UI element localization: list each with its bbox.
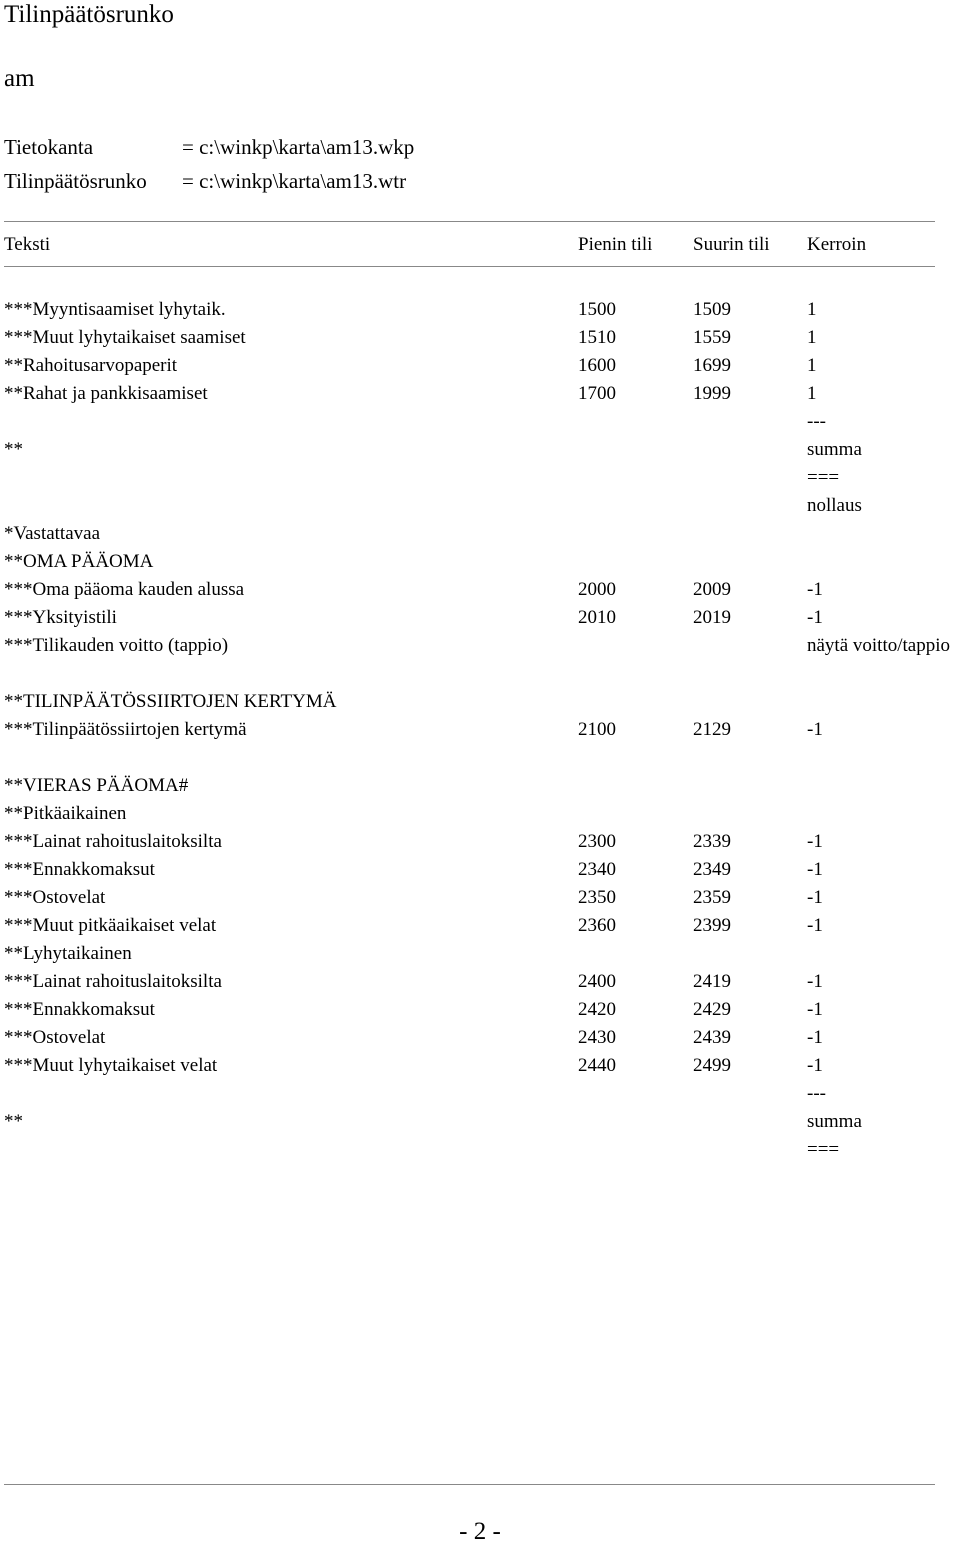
document-subtitle: am xyxy=(4,65,35,92)
row-text: ***Yksityistili xyxy=(4,607,117,628)
footer-rule xyxy=(4,1484,935,1485)
row-min-account: 2300 xyxy=(578,831,616,852)
table-row xyxy=(0,1108,960,1136)
table-row xyxy=(0,324,960,352)
row-text: **Rahat ja pankkisaamiset xyxy=(4,383,208,404)
row-min-account: 1600 xyxy=(578,355,616,376)
row-text: ***Muut pitkäaikaiset velat xyxy=(4,915,217,936)
row-coefficient: -1 xyxy=(807,719,823,740)
table-row xyxy=(0,1136,960,1164)
row-min-account: 1700 xyxy=(578,383,616,404)
row-max-account: 2439 xyxy=(693,1027,731,1048)
table-row xyxy=(0,1052,960,1080)
row-text: ***Ennakkomaksut xyxy=(4,859,155,880)
row-text: ** xyxy=(4,439,23,460)
row-min-account: 2360 xyxy=(578,915,616,936)
row-min-account: 1510 xyxy=(578,327,616,348)
row-text: ***Ostovelat xyxy=(4,887,106,908)
row-text: ***Ostovelat xyxy=(4,1027,106,1048)
column-header-min: Pienin tili xyxy=(578,234,653,255)
row-coefficient: 1 xyxy=(807,355,817,376)
row-min-account: 2440 xyxy=(578,1055,616,1076)
row-max-account: 2399 xyxy=(693,915,731,936)
row-min-account: 1500 xyxy=(578,299,616,320)
table-row xyxy=(0,1024,960,1052)
row-coefficient: näytä voitto/tappio xyxy=(807,635,951,656)
row-text: *Vastattavaa xyxy=(4,523,101,544)
row-text: ***Ennakkomaksut xyxy=(4,999,155,1020)
page-number: - 2 - xyxy=(459,1518,501,1545)
table-row xyxy=(0,520,960,548)
row-max-account: 1559 xyxy=(693,327,731,348)
row-coefficient: -1 xyxy=(807,1055,823,1076)
table-row xyxy=(0,464,960,492)
row-text: **OMA PÄÄOMA xyxy=(4,551,154,572)
row-text: ***Muut lyhytaikaiset velat xyxy=(4,1055,218,1076)
document-title: Tilinpäätösrunko xyxy=(4,1,174,28)
table-row xyxy=(0,996,960,1024)
row-coefficient: === xyxy=(807,467,840,488)
row-max-account: 2129 xyxy=(693,719,731,740)
table-row xyxy=(0,296,960,324)
row-max-account: 2019 xyxy=(693,607,731,628)
row-text: ***Tilinpäätössiirtojen kertymä xyxy=(4,719,247,740)
row-max-account: 1999 xyxy=(693,383,731,404)
row-coefficient: 1 xyxy=(807,299,817,320)
row-text: ***Oma pääoma kauden alussa xyxy=(4,579,245,600)
row-coefficient: -1 xyxy=(807,607,823,628)
row-text: ***Lainat rahoituslaitoksilta xyxy=(4,831,222,852)
row-max-account: 2499 xyxy=(693,1055,731,1076)
table-row xyxy=(0,772,960,800)
meta-key: Tilinpäätösrunko xyxy=(4,169,147,193)
row-min-account: 2000 xyxy=(578,579,616,600)
row-text: ***Tilikauden voitto (tappio) xyxy=(4,635,229,656)
row-coefficient: nollaus xyxy=(807,495,862,516)
row-coefficient: -1 xyxy=(807,1027,823,1048)
row-coefficient: -1 xyxy=(807,971,823,992)
table-row xyxy=(0,576,960,604)
table-row xyxy=(0,492,960,520)
row-coefficient: --- xyxy=(807,411,826,432)
row-coefficient: -1 xyxy=(807,999,823,1020)
table-row xyxy=(0,828,960,856)
table-row xyxy=(0,912,960,940)
table-row xyxy=(0,800,960,828)
row-coefficient: -1 xyxy=(807,831,823,852)
row-min-account: 2420 xyxy=(578,999,616,1020)
meta-key: Tietokanta xyxy=(4,135,94,159)
meta-value: = c:\winkp\karta\am13.wkp xyxy=(182,135,415,159)
row-min-account: 2100 xyxy=(578,719,616,740)
row-text: **TILINPÄÄTÖSSIIRTOJEN KERTYMÄ xyxy=(4,691,337,712)
row-coefficient: --- xyxy=(807,1083,826,1104)
row-text: ***Lainat rahoituslaitoksilta xyxy=(4,971,222,992)
row-max-account: 2429 xyxy=(693,999,731,1020)
row-text: **VIERAS PÄÄOMA# xyxy=(4,775,189,796)
table-row xyxy=(0,856,960,884)
column-header-coefficient: Kerroin xyxy=(807,234,867,255)
table-row xyxy=(0,716,960,744)
row-max-account: 2359 xyxy=(693,887,731,908)
table-row xyxy=(0,604,960,632)
table-row xyxy=(0,940,960,968)
row-coefficient: -1 xyxy=(807,579,823,600)
row-max-account: 2339 xyxy=(693,831,731,852)
row-max-account: 1699 xyxy=(693,355,731,376)
table-row xyxy=(0,380,960,408)
column-header-text: Teksti xyxy=(4,234,51,255)
table-row xyxy=(0,968,960,996)
table-row xyxy=(0,436,960,464)
table-row xyxy=(0,688,960,716)
row-min-account: 2400 xyxy=(578,971,616,992)
row-min-account: 2430 xyxy=(578,1027,616,1048)
row-text: **Pitkäaikainen xyxy=(4,803,127,824)
row-coefficient: 1 xyxy=(807,383,817,404)
row-max-account: 2349 xyxy=(693,859,731,880)
row-coefficient: -1 xyxy=(807,887,823,908)
row-text: **Lyhytaikainen xyxy=(4,943,132,964)
row-coefficient: -1 xyxy=(807,859,823,880)
column-header-max: Suurin tili xyxy=(693,234,770,255)
row-text: **Rahoitusarvopaperit xyxy=(4,355,178,376)
row-min-account: 2350 xyxy=(578,887,616,908)
row-coefficient: === xyxy=(807,1139,840,1160)
table-row xyxy=(0,660,960,688)
row-min-account: 2010 xyxy=(578,607,616,628)
row-max-account: 2419 xyxy=(693,971,731,992)
row-max-account: 2009 xyxy=(693,579,731,600)
row-coefficient: 1 xyxy=(807,327,817,348)
row-text: ***Muut lyhytaikaiset saamiset xyxy=(4,327,246,348)
row-coefficient: summa xyxy=(807,439,862,460)
meta-value: = c:\winkp\karta\am13.wtr xyxy=(182,169,407,193)
table-row xyxy=(0,744,960,772)
table-row xyxy=(0,408,960,436)
table-row xyxy=(0,548,960,576)
row-min-account: 2340 xyxy=(578,859,616,880)
row-text: ***Myyntisaamiset lyhytaik. xyxy=(4,299,226,320)
row-max-account: 1509 xyxy=(693,299,731,320)
row-coefficient: summa xyxy=(807,1111,862,1132)
table-row xyxy=(0,632,960,660)
row-text: ** xyxy=(4,1111,23,1132)
table-row xyxy=(0,352,960,380)
table-row xyxy=(0,1080,960,1108)
row-coefficient: -1 xyxy=(807,915,823,936)
table-row xyxy=(0,884,960,912)
